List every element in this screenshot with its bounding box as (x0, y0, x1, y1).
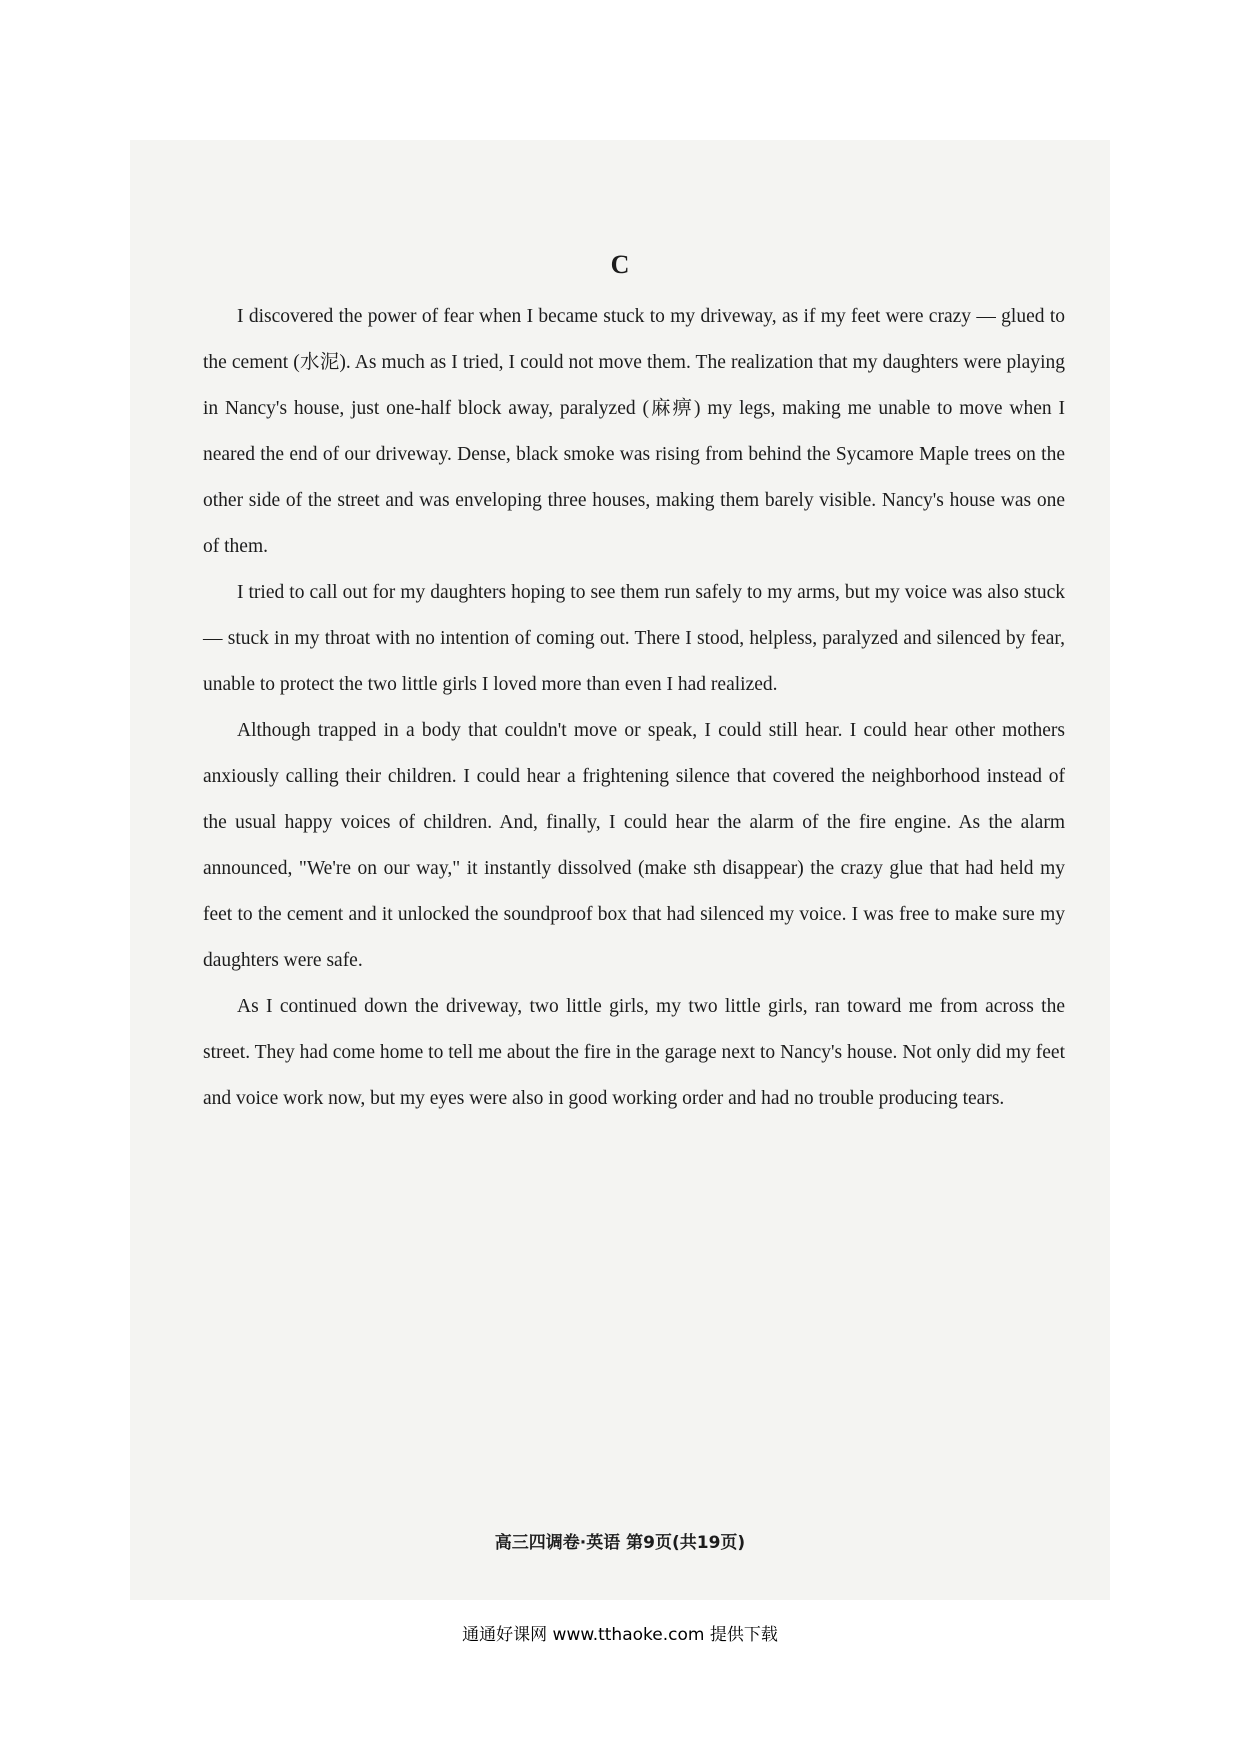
paragraph-1: I discovered the power of fear when I became stuck to my driveway, as if my feet were crazy — glued to the cement (水泥). As much as I tried, I could not move them. The realization that my daughters were playing in Nancy's house, just one-half block away, paralyzed (麻痹) my legs, making me unable to move when I neared the end of our driveway. Dense, black smoke was rising from behind the Sycamore Maple trees on the other side of the street and was enveloping three houses, making them barely visible. Nancy's house was one of them. (203, 306, 1066, 557)
reading-passage (203, 294, 1065, 1122)
section-heading: C (610, 250, 630, 279)
paragraph-4: As I continued down the driveway, two little girls, my two little girls, ran toward me from across the street. They had come home to tell me about the fire in the garage next to Nancy's house. Not only did my feet and voice work now, but my eyes were also in good working order and had no trouble producing tears. (203, 996, 1065, 1109)
paragraph-3: Although trapped in a body that couldn't move or speak, I could still hear. I could hear other mothers anxiously calling their children. I could hear a frightening silence that covered the neighborhood instead of the usual happy voices of children. And, finally, I could hear the alarm of the fire engine. As the alarm announced, "We're on our way," it instantly dissolved (make sth disappear) the crazy glue that had held my feet to the cement and it unlocked the soundproof box that had silenced my voice. I was free to make sure my daughters were safe. (203, 720, 1065, 971)
page-footer: 高三四调卷·英语 第9页(共19页) (494, 1533, 746, 1553)
download-credit: 通通好课网 www.tthaoke.com 提供下载 (462, 1625, 778, 1645)
paragraph-2: I tried to call out for my daughters hoping to see them run safely to my arms, but my voice was also stuck — stuck in my throat with no intention of coming out. There I stood, helpless, paralyzed and silenced by fear, unable to protect the two little girls I loved more than even I had realized. (203, 582, 1065, 695)
